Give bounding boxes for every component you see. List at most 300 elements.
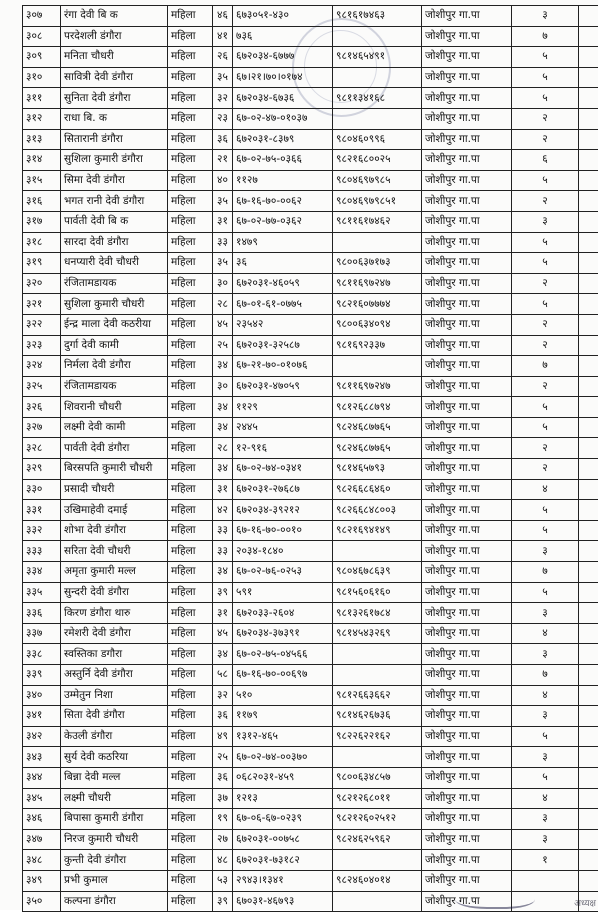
gender: महिला bbox=[168, 253, 213, 274]
serial-number: ३३९ bbox=[23, 665, 61, 686]
signature-cell bbox=[579, 253, 598, 274]
age: ३२ bbox=[213, 685, 233, 706]
family-count: २ bbox=[512, 129, 579, 150]
phone-number: ९८०४६९७९८५ bbox=[333, 170, 422, 191]
member-name: स्वस्तिका डगौरा bbox=[61, 644, 168, 665]
signature-cell bbox=[579, 520, 598, 541]
signature-cell bbox=[579, 788, 598, 809]
citizenship-number: ७३६ bbox=[233, 26, 333, 47]
age: ३४ bbox=[213, 356, 233, 377]
phone-number: ९८२४६८७७६५ bbox=[333, 438, 422, 459]
member-name: भगत रानी देवी डंगौरा bbox=[61, 191, 168, 212]
member-name: दुर्गा देवी कामी bbox=[61, 335, 168, 356]
address: जोशीपुर गा.पा bbox=[422, 706, 512, 727]
phone-number: ९८००६३७१७३ bbox=[333, 253, 422, 274]
family-count: ३ bbox=[512, 644, 579, 665]
member-name: कुन्ती देवी डंगौरा bbox=[61, 850, 168, 871]
address: जोशीपुर गा.पा bbox=[422, 438, 512, 459]
address: जोशीपुर गा.पा bbox=[422, 726, 512, 747]
address: जोशीपुर गा.पा bbox=[422, 397, 512, 418]
age: ३६ bbox=[213, 129, 233, 150]
gender: महिला bbox=[168, 541, 213, 562]
address: जोशीपुर गा.पा bbox=[422, 623, 512, 644]
gender: महिला bbox=[168, 623, 213, 644]
signature-cell bbox=[579, 211, 598, 232]
gender: महिला bbox=[168, 150, 213, 171]
phone-number bbox=[333, 850, 422, 871]
signature-cell bbox=[579, 314, 598, 335]
citizenship-number: ११२७ bbox=[233, 170, 333, 191]
table-row bbox=[23, 623, 598, 644]
serial-number: ३०७ bbox=[23, 6, 61, 27]
citizenship-number: २४४५ bbox=[233, 417, 333, 438]
gender: महिला bbox=[168, 191, 213, 212]
citizenship-number: ६७२०३३-२६०४ bbox=[233, 603, 333, 624]
table-row bbox=[23, 809, 598, 830]
address: जोशीपुर गा.पा bbox=[422, 191, 512, 212]
member-name: कल्पना डंगौरा bbox=[61, 891, 168, 912]
serial-number: ३१४ bbox=[23, 150, 61, 171]
signature-cell bbox=[579, 726, 598, 747]
table-row bbox=[23, 376, 598, 397]
gender: महिला bbox=[168, 870, 213, 891]
age: ५८ bbox=[213, 665, 233, 686]
table-row bbox=[23, 767, 598, 788]
address: जोशीपुर गा.पा bbox=[422, 150, 512, 171]
family-count: ४ bbox=[512, 788, 579, 809]
member-name: राधा बि. क bbox=[61, 108, 168, 129]
phone-number: ९८१३२६१७८४ bbox=[333, 603, 422, 624]
serial-number: ३२१ bbox=[23, 294, 61, 315]
gender: महिला bbox=[168, 314, 213, 335]
address: जोशीपुर गा.पा bbox=[422, 809, 512, 830]
phone-number: ९८१२६८८७९४ bbox=[333, 397, 422, 418]
age: ३२ bbox=[213, 88, 233, 109]
age: ४२ bbox=[213, 500, 233, 521]
serial-number: ३५० bbox=[23, 891, 61, 912]
address: जोशीपुर गा.पा bbox=[422, 356, 512, 377]
citizenship-number: ६७२०३१-८३७९ bbox=[233, 129, 333, 150]
phone-number: ९८१४६५४९१ bbox=[333, 47, 422, 68]
phone-number bbox=[333, 108, 422, 129]
signature-cell bbox=[579, 665, 598, 686]
family-count: ५ bbox=[512, 170, 579, 191]
gender: महिला bbox=[168, 88, 213, 109]
citizenship-number: ६७२०३४-६७३६ bbox=[233, 88, 333, 109]
table-row bbox=[23, 829, 598, 850]
serial-number: ३३५ bbox=[23, 582, 61, 603]
member-name: सुशिला कुमारी चौधरी bbox=[61, 294, 168, 315]
age: २७ bbox=[213, 829, 233, 850]
table-row bbox=[23, 644, 598, 665]
citizenship-number: ६७२०३१-७३१८२ bbox=[233, 850, 333, 871]
phone-number bbox=[333, 26, 422, 47]
gender: महिला bbox=[168, 67, 213, 88]
serial-number: ३४६ bbox=[23, 809, 61, 830]
signature-cell bbox=[579, 459, 598, 480]
family-count: ४ bbox=[512, 685, 579, 706]
age: ३४ bbox=[213, 459, 233, 480]
signature-cell bbox=[579, 47, 598, 68]
gender: महिला bbox=[168, 829, 213, 850]
citizenship-number: ६७०३१-४६७९३ bbox=[233, 891, 333, 912]
age: २६ bbox=[213, 47, 233, 68]
family-count: २ bbox=[512, 314, 579, 335]
family-count: ७ bbox=[512, 562, 579, 583]
gender: महिला bbox=[168, 356, 213, 377]
citizenship-number: ६७।२१।७०।०१७४ bbox=[233, 67, 333, 88]
citizenship-number: ५९१ bbox=[233, 582, 333, 603]
signature-cell bbox=[579, 706, 598, 727]
signature-cell bbox=[579, 562, 598, 583]
family-count: १ bbox=[512, 850, 579, 871]
gender: महिला bbox=[168, 232, 213, 253]
citizenship-number: २३५४२ bbox=[233, 314, 333, 335]
gender: महिला bbox=[168, 809, 213, 830]
signature-cell bbox=[579, 397, 598, 418]
citizenship-number: ६७-०१-६१-०७७५ bbox=[233, 294, 333, 315]
table-row bbox=[23, 582, 598, 603]
phone-number bbox=[333, 747, 422, 768]
citizenship-number: ६७-०६-६७-०२३९ bbox=[233, 809, 333, 830]
serial-number: ३४९ bbox=[23, 870, 61, 891]
phone-number: ९८११६९७२४७ bbox=[333, 273, 422, 294]
table-row bbox=[23, 603, 598, 624]
member-name: लक्ष्मी चौधरी bbox=[61, 788, 168, 809]
family-count: ५ bbox=[512, 47, 579, 68]
gender: महिला bbox=[168, 891, 213, 912]
phone-number: ९८२२६२२१६२ bbox=[333, 726, 422, 747]
citizenship-number: ६७-०२-७४-०३४१ bbox=[233, 459, 333, 480]
family-count: ५ bbox=[512, 253, 579, 274]
serial-number: ३३३ bbox=[23, 541, 61, 562]
citizenship-number: १२१३ bbox=[233, 788, 333, 809]
gender: महिला bbox=[168, 438, 213, 459]
address: जोशीपुर गा.पा bbox=[422, 747, 512, 768]
age: ३९ bbox=[213, 891, 233, 912]
serial-number: ३१९ bbox=[23, 253, 61, 274]
phone-number: ९८२१६८००२५ bbox=[333, 150, 422, 171]
serial-number: ३४४ bbox=[23, 767, 61, 788]
age: ३९ bbox=[213, 582, 233, 603]
family-count: ५ bbox=[512, 232, 579, 253]
gender: महिला bbox=[168, 520, 213, 541]
phone-number: ९८११३४१६८ bbox=[333, 88, 422, 109]
address: जोशीपुर गा.पा bbox=[422, 870, 512, 891]
age: ३४ bbox=[213, 417, 233, 438]
table-row bbox=[23, 397, 598, 418]
phone-number: ९८१४५४३२६९ bbox=[333, 623, 422, 644]
signature-cell bbox=[579, 644, 598, 665]
serial-number: ३०९ bbox=[23, 47, 61, 68]
member-name: केउली डंगौरा bbox=[61, 726, 168, 747]
member-register-table bbox=[22, 5, 598, 912]
citizenship-number: ६७-०२-७६-०२५३ bbox=[233, 562, 333, 583]
phone-number: ९८१४६२६७३६ bbox=[333, 706, 422, 727]
signature-cell bbox=[579, 603, 598, 624]
citizenship-number: ३६ bbox=[233, 253, 333, 274]
phone-number: ९८२४६२५९६२ bbox=[333, 829, 422, 850]
address: जोशीपुर गा.पा bbox=[422, 562, 512, 583]
table-row bbox=[23, 6, 598, 27]
citizenship-number: ६७२०३४-३९२१२ bbox=[233, 500, 333, 521]
table-row bbox=[23, 562, 598, 583]
age: ३६ bbox=[213, 767, 233, 788]
family-count: ३ bbox=[512, 829, 579, 850]
serial-number: ३४० bbox=[23, 685, 61, 706]
serial-number: ३१० bbox=[23, 67, 61, 88]
serial-number: ३४२ bbox=[23, 726, 61, 747]
address: जोशीपुर गा.पा bbox=[422, 665, 512, 686]
signature-cell bbox=[579, 88, 598, 109]
table-row bbox=[23, 294, 598, 315]
signature-cell bbox=[579, 170, 598, 191]
serial-number: ३१२ bbox=[23, 108, 61, 129]
phone-number: ९८२१२६०२५१२ bbox=[333, 809, 422, 830]
family-count: ६ bbox=[512, 150, 579, 171]
member-name: सावित्री देवी डंगौरा bbox=[61, 67, 168, 88]
table-row bbox=[23, 459, 598, 480]
family-count: ३ bbox=[512, 603, 579, 624]
member-name: रंजितामडायक bbox=[61, 273, 168, 294]
signature-cell bbox=[579, 685, 598, 706]
table-row bbox=[23, 26, 598, 47]
address: जोशीपुर गा.पा bbox=[422, 314, 512, 335]
serial-number: ३२३ bbox=[23, 335, 61, 356]
address: जोशीपुर गा.पा bbox=[422, 211, 512, 232]
citizenship-number: ६७२०३१-३२५८७ bbox=[233, 335, 333, 356]
signature-cell bbox=[579, 129, 598, 150]
member-name: सरिता देवी चौधरी bbox=[61, 541, 168, 562]
family-count: ७ bbox=[512, 356, 579, 377]
table-row bbox=[23, 438, 598, 459]
family-count: ५ bbox=[512, 294, 579, 315]
citizenship-number: ०६८२०३१-४५९ bbox=[233, 767, 333, 788]
family-count: ५ bbox=[512, 500, 579, 521]
address: जोशीपुर गा.पा bbox=[422, 253, 512, 274]
gender: महिला bbox=[168, 850, 213, 871]
age: ५३ bbox=[213, 870, 233, 891]
member-name: लक्ष्मी देवी कामी bbox=[61, 417, 168, 438]
phone-number bbox=[333, 541, 422, 562]
signature-cell bbox=[579, 747, 598, 768]
phone-number: ९८२४६०४०१४ bbox=[333, 870, 422, 891]
gender: महिला bbox=[168, 562, 213, 583]
gender: महिला bbox=[168, 644, 213, 665]
serial-number: ३११ bbox=[23, 88, 61, 109]
signature-cell bbox=[579, 438, 598, 459]
serial-number: ३०८ bbox=[23, 26, 61, 47]
citizenship-number: ६७-०२-७५-०४५६६ bbox=[233, 644, 333, 665]
member-name: निर्मला देवी डंगौरा bbox=[61, 356, 168, 377]
family-count: २ bbox=[512, 438, 579, 459]
table-row bbox=[23, 211, 598, 232]
member-name: अस्तुर्नि देवी डंगौरा bbox=[61, 665, 168, 686]
gender: महिला bbox=[168, 459, 213, 480]
phone-number bbox=[333, 665, 422, 686]
address: जोशीपुर गा.पा bbox=[422, 500, 512, 521]
address: जोशीपुर गा.पा bbox=[422, 88, 512, 109]
family-count: ५ bbox=[512, 67, 579, 88]
family-count: ३ bbox=[512, 747, 579, 768]
gender: महिला bbox=[168, 170, 213, 191]
age: ४९ bbox=[213, 726, 233, 747]
table-row bbox=[23, 788, 598, 809]
serial-number: ३४७ bbox=[23, 829, 61, 850]
serial-number: ३३७ bbox=[23, 623, 61, 644]
footer-stamp-text: अध्यक्ष bbox=[300, 896, 596, 910]
address: जोशीपुर गा.पा bbox=[422, 294, 512, 315]
citizenship-number: ६७-०२-४७-०१०३७ bbox=[233, 108, 333, 129]
citizenship-number: ६७३०५१-४३० bbox=[233, 6, 333, 27]
serial-number: ३३० bbox=[23, 479, 61, 500]
table-row bbox=[23, 479, 598, 500]
address: जोशीपुर गा.पा bbox=[422, 273, 512, 294]
citizenship-number: ६७२०३१-४६०५९ bbox=[233, 273, 333, 294]
family-count: ५ bbox=[512, 726, 579, 747]
gender: महिला bbox=[168, 273, 213, 294]
phone-number: ९८२६६८६४६० bbox=[333, 479, 422, 500]
age: १९ bbox=[213, 809, 233, 830]
family-count: २ bbox=[512, 459, 579, 480]
member-name: बिरसपति कुमारी चौधरी bbox=[61, 459, 168, 480]
member-name: प्रभी कुमाल bbox=[61, 870, 168, 891]
gender: महिला bbox=[168, 767, 213, 788]
citizenship-number: ६७-०२-७५-०३६६ bbox=[233, 150, 333, 171]
phone-number: ९८१५६०६१६० bbox=[333, 582, 422, 603]
citizenship-number: ६७२०३१-२७६८७ bbox=[233, 479, 333, 500]
serial-number: ३१६ bbox=[23, 191, 61, 212]
signature-cell bbox=[579, 623, 598, 644]
age: ३१ bbox=[213, 479, 233, 500]
address: जोशीपुर गा.पा bbox=[422, 685, 512, 706]
age: ४१ bbox=[213, 26, 233, 47]
serial-number: ३४५ bbox=[23, 788, 61, 809]
gender: महिला bbox=[168, 294, 213, 315]
member-name: सिमा देवी डंगौरा bbox=[61, 170, 168, 191]
family-count: ७ bbox=[512, 665, 579, 686]
table-row bbox=[23, 685, 598, 706]
signature-cell bbox=[579, 356, 598, 377]
phone-number: ९८२१६०७७७४ bbox=[333, 294, 422, 315]
register-rows bbox=[23, 6, 598, 912]
gender: महिला bbox=[168, 747, 213, 768]
gender: महिला bbox=[168, 788, 213, 809]
serial-number: ३२० bbox=[23, 273, 61, 294]
family-count: ४ bbox=[512, 623, 579, 644]
age: ३० bbox=[213, 376, 233, 397]
serial-number: ३३६ bbox=[23, 603, 61, 624]
address: जोशीपुर गा.पा bbox=[422, 170, 512, 191]
member-name: सुर्य देवी कठरिया bbox=[61, 747, 168, 768]
table-row bbox=[23, 356, 598, 377]
member-name: उखिमाहेवी दमाई bbox=[61, 500, 168, 521]
serial-number: ३४१ bbox=[23, 706, 61, 727]
family-count: ४ bbox=[512, 479, 579, 500]
table-row bbox=[23, 67, 598, 88]
family-count: ३ bbox=[512, 809, 579, 830]
phone-number: ९८११६१७४६२ bbox=[333, 211, 422, 232]
family-count: २ bbox=[512, 273, 579, 294]
age: २८ bbox=[213, 438, 233, 459]
table-row bbox=[23, 170, 598, 191]
phone-number: ९८००६३४०९४ bbox=[333, 314, 422, 335]
signature-cell bbox=[579, 67, 598, 88]
family-count: ५ bbox=[512, 88, 579, 109]
member-name: सुन्दरी देवी डंगौरा bbox=[61, 582, 168, 603]
age: ३४ bbox=[213, 644, 233, 665]
age: ३१ bbox=[213, 603, 233, 624]
serial-number: ३१८ bbox=[23, 232, 61, 253]
gender: महिला bbox=[168, 376, 213, 397]
member-name: रंगा देवी बि क bbox=[61, 6, 168, 27]
member-name: रंजितामडायक bbox=[61, 376, 168, 397]
gender: महिला bbox=[168, 706, 213, 727]
member-name: ईन्द्र माला देवी कठरीया bbox=[61, 314, 168, 335]
member-name: मनिता चौधरी bbox=[61, 47, 168, 68]
age: ४० bbox=[213, 170, 233, 191]
phone-number: ९८०४६०९९६ bbox=[333, 129, 422, 150]
signature-cell bbox=[579, 26, 598, 47]
family-count: ७ bbox=[512, 26, 579, 47]
address: जोशीपुर गा.पा bbox=[422, 376, 512, 397]
family-count: ३ bbox=[512, 6, 579, 27]
serial-number: ३३२ bbox=[23, 520, 61, 541]
address: जोशीपुर गा.पा bbox=[422, 582, 512, 603]
address: जोशीपुर गा.पा bbox=[422, 603, 512, 624]
phone-number: ९८००६३४८५७ bbox=[333, 767, 422, 788]
signature-cell bbox=[579, 582, 598, 603]
signature-cell bbox=[579, 809, 598, 830]
member-name: सुनिता देवी डंगौरा bbox=[61, 88, 168, 109]
family-count: २ bbox=[512, 108, 579, 129]
table-row bbox=[23, 500, 598, 521]
address: जोशीपुर गा.पा bbox=[422, 829, 512, 850]
signature-cell bbox=[579, 500, 598, 521]
member-name: किरण डंगौरा थारु bbox=[61, 603, 168, 624]
age: ३३ bbox=[213, 520, 233, 541]
member-name: धनप्यारी देवी चौधरी bbox=[61, 253, 168, 274]
member-name: सुशिला कुमारी डंगौरा bbox=[61, 150, 168, 171]
member-name: पार्वती देवी बि क bbox=[61, 211, 168, 232]
serial-number: ३४८ bbox=[23, 850, 61, 871]
table-row bbox=[23, 850, 598, 871]
signature-cell bbox=[579, 376, 598, 397]
gender: महिला bbox=[168, 6, 213, 27]
gender: महिला bbox=[168, 108, 213, 129]
address: जोशीपुर गा.पा bbox=[422, 129, 512, 150]
table-row bbox=[23, 88, 598, 109]
citizenship-number: ६७-२१-७०-०१०७६ bbox=[233, 356, 333, 377]
serial-number: ३३४ bbox=[23, 562, 61, 583]
signature-cell bbox=[579, 273, 598, 294]
family-count: २ bbox=[512, 335, 579, 356]
gender: महिला bbox=[168, 26, 213, 47]
phone-number: ९८२४६८७७६५ bbox=[333, 417, 422, 438]
signature-cell bbox=[579, 870, 598, 891]
phone-number: ९८२६६८४८००३ bbox=[333, 500, 422, 521]
phone-number bbox=[333, 67, 422, 88]
citizenship-number: १३१२-४६५ bbox=[233, 726, 333, 747]
phone-number: ९८१४६५७९३ bbox=[333, 459, 422, 480]
address: जोशीपुर गा.पा bbox=[422, 788, 512, 809]
table-row bbox=[23, 520, 598, 541]
citizenship-number: ६७-०२-७४-००३७० bbox=[233, 747, 333, 768]
age: २८ bbox=[213, 294, 233, 315]
age: २१ bbox=[213, 150, 233, 171]
signature-cell bbox=[579, 541, 598, 562]
family-count: ५ bbox=[512, 397, 579, 418]
